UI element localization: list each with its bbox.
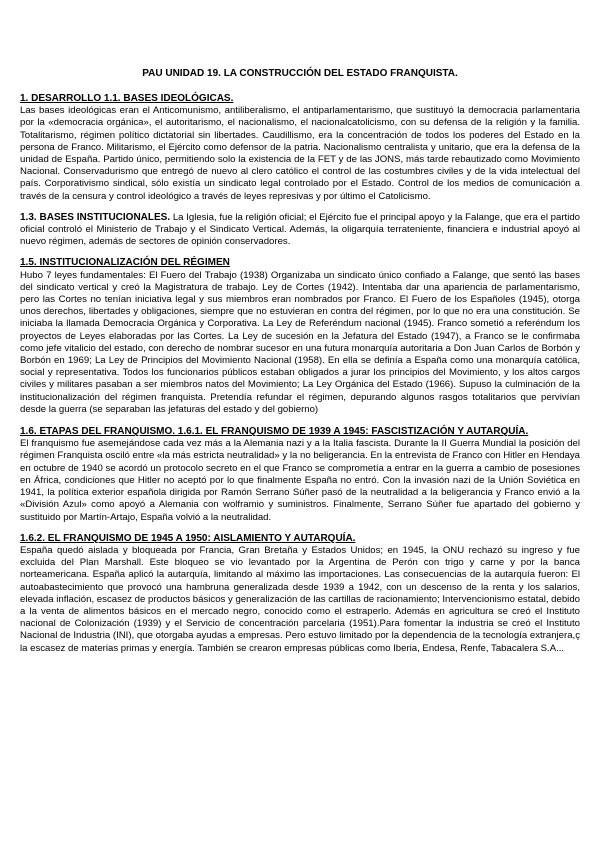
section-body: Hubo 7 leyes fundamentales: El Fuero del Trabajo (1938) Organizaba un sindicato único confiado a Falange, que sentó las bases del sindicato vertical y creó la Magistratura de trabajo. Ley de Cortes (1942). Intentaba dar una apariencia de parlamentarismo, pero las Cortes no tenían iniciativa legal y sus miembros eran nombrados por Franco. El Fuero de los Españoles (1945), otorga unos derechos, libertades y obligaciones, siempre que no estuvieran en contra del régimen, por lo que no era una constitución. Se iniciaba la llamada Democracia Orgánica y Corporativa. La Ley de Referéndum nacional (1945). Franco sometió a referéndum los proyectos de Leyes elaboradas por las Cortes. La Ley de sucesión en la Jefatura del Estado (1947), a Franco se le confirmaba como jefe vitalicio del estado, con derecho de nombrar sucesor en una futura monarquía autoritaria a Don Juan Carlos de Borbón y Borbón en 1969; La Ley de Principios del Movimiento Nacional (1958). En ella se definía a España como una monarquía católica, social y representativa. Todos los funcionarios públicos estaban obligados a jurar los principios del Movimiento, y los altos cargos civiles y militares pasaban a ser miembros natos del Movimiento; La Ley Orgánica del Estado (1966). Supuso la culminación de la institucionalización del régimen franquista. Pretendía refundar el régimen, depurando algunos rasgos totalitarios que pervivían desde la guerra (se separaban las jefaturas del estado y del gobierno) [20, 269, 580, 415]
section-heading: 1.3. BASES INSTITUCIONALES. [20, 211, 171, 223]
section-body: El franquismo fue asemejándose cada vez más a la Alemania nazi y a la Italia fascista. Durante la II Guerra Mundial la posición del régimen Franquista osciló entre «la más estricta neutralidad» y la no beligerancia. En la entrevista de Franco con Hitler en Hendaya en octubre de 1940 se acordó un protocolo secreto en el que Franco se comprometía a entrar en la guerra a cambio de posesiones en África, condiciones que Hitler no aceptó por lo que finalmente España no entró. Con la invasión nazi de la Unión Soviética en 1941, la política exterior española dirigida por Ramón Serrano Súñer pasó de la neutralidad a la beligerancia y Franco envió a la «División Azul» como apoyó a Alemania con wolframio y suministros. Finalmente, Serrano Súñer fue apartado del gobierno y sustituido por Martín-Artajo, España volvió a la neutralidad. [20, 438, 580, 523]
section-heading: 1. DESARROLLO 1.1. BASES IDEOLÓGICAS. [20, 93, 234, 104]
section-institucionalizacion [20, 257, 580, 416]
document-title: PAU UNIDAD 19. LA CONSTRUCCIÓN DEL ESTADO FRANQUISTA. [142, 68, 458, 79]
section-heading: 1.6.2. EL FRANQUISMO DE 1945 A 1950: AISLAMIENTO Y AUTARQUÍA. [20, 532, 356, 544]
section-franquismo-1945-1950 [20, 533, 580, 655]
section-body: Las bases ideológicas eran el Anticomunismo, antiliberalismo, el antiparlamentarismo, que sustituyó la democracia parlamentaria por la «democracia orgánica», el autoritarismo, el nacionalismo, el nacionalcatolicismo, con su defensa de la religión y la familia. Totalitarismo, régimen político dictatorial sin libertades. Caudillismo, era la concentración de todos los poderes del Estado en la persona de Franco. Militarismo, el Ejército como defensor de la patria. Nacionalismo centralista y unitario, que era la defensa de la unidad de España. Partido único, permitiendo solo la existencia de la FET y de las JONS, más tarde rebautizado como Movimiento Nacional. Conservadurismo que entregó de nuevo al clero católico el control de las costumbres civiles y de la vida intelectual del país. Corporativismo sindical, sólo existía un sindicato legal controlado por el Estado. Control de los medios de comunicación a través de la censura y control ideológico a través de leyes represivas y por último el Catolicismo. [20, 105, 580, 202]
section-heading: 1.5. INSTITUCIONALIZACIÓN DEL RÉGIMEN [20, 257, 230, 269]
section-bases-institucionales [20, 212, 580, 249]
section-franquismo-1939-1945 [20, 426, 580, 524]
section-bases-ideologicas [20, 93, 580, 203]
section-body: España quedó aislada y bloqueada por Francia, Gran Bretaña y Estados Unidos; en 1945, la ONU rechazó su ingreso y fue excluida del Plan Marshall. Este bloqueo se vio levantado por la Argentina de Perón con trigo y carne y por la banca norteamericana. España aplicó la autarquía, limitando al máximo las importaciones. Las consecuencias de la autarquía fueron: El autoabastecimiento que provocó una hambruna generalizada desde 1939 a 1942, con un descenso de la renta y los salarios, elevada inflación, escasez de productos básicos y generalización de las cartillas de racionamiento; Intervencionismo estatal, debido a la venta de alimentos básicos en el mercado negro, conocido como el estraperlo. Además en agricultura se creó el Instituto nacional de Colonización (1939) y el Servicio de concentración parcelaria (1951).Para fomentar la industria se creó el Instituto Nacional de Industria (INI), que otorgaba ayudas a empresas. Pero estuvo limitado por la dependencia de la tecnología extranjera,ç la escasez de materias primas y energía. También se crearon empresas públicas como Iberia, Endesa, Renfe, Tabacalera S.A... [20, 544, 580, 654]
section-heading: 1.6. ETAPAS DEL FRANQUISMO. 1.6.1. EL FRANQUISMO DE 1939 A 1945: FASCISTIZACIÓN Y AUTARQUÍA. [20, 426, 529, 438]
section-body: La Iglesia, fue la religión oficial; el Ejército fue el principal apoyo y la Falange, que era el partido oficial controló el Ministerio de Trabajo y el Sindicato Vertical. Además, la oligarquía terrateniente, financiera e industrial apoyó al nuevo régimen, además de sectores de opinión conservadores. [20, 211, 581, 248]
